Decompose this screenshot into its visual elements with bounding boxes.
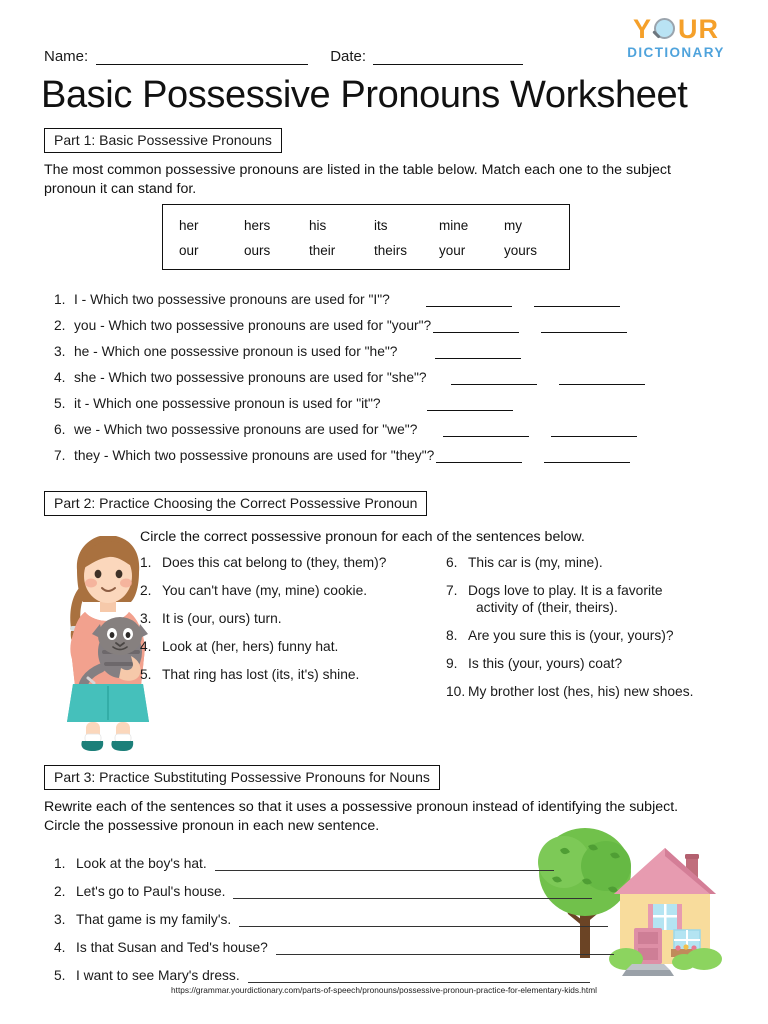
answer-blank[interactable] <box>427 396 513 411</box>
word-bank-row <box>163 238 569 263</box>
part-3-question <box>54 927 614 955</box>
answer-blanks <box>426 292 620 307</box>
answer-blank[interactable] <box>433 318 519 333</box>
part-3-question <box>54 899 614 927</box>
question-number: 7. <box>54 448 66 463</box>
answer-blanks <box>435 344 521 359</box>
word-bank-cell: ours <box>244 243 271 258</box>
question-number: 1. <box>54 856 66 871</box>
question-number: 5. <box>140 667 152 682</box>
part-3-question <box>54 843 614 871</box>
question-text[interactable]: This car is (my, mine). <box>468 555 603 570</box>
question-text: I want to see Mary's dress. <box>76 968 240 983</box>
question-number: 1. <box>140 555 152 570</box>
word-bank-cell: yours <box>504 243 538 258</box>
part-1-question <box>54 359 754 385</box>
question-text: you - Which two possessive pronouns are used for "your"? <box>74 318 432 333</box>
word-bank-cell: theirs <box>374 243 408 258</box>
word-bank-cell: his <box>309 218 327 233</box>
part-1-question-list <box>54 281 754 463</box>
logo-letters-ur: UR <box>678 14 719 44</box>
question-text[interactable]: Does this cat belong to (they, them)? <box>162 555 387 570</box>
question-text: they - Which two possessive pronouns are used for "they"? <box>74 448 435 463</box>
answer-blanks <box>436 448 630 463</box>
answer-blank[interactable] <box>559 370 645 385</box>
magnifying-glass-icon <box>653 18 677 42</box>
part-2-question <box>140 554 440 571</box>
question-text[interactable]: My brother lost (hes, his) new shoes. <box>468 684 694 699</box>
answer-blank[interactable] <box>248 969 590 983</box>
answer-blank[interactable] <box>239 913 608 927</box>
word-bank-cell: your <box>439 243 466 258</box>
logo-wordmark-dictionary: DICTIONARY <box>627 45 725 60</box>
question-text: Let's go to Paul's house. <box>76 884 226 899</box>
page-title: Basic Possessive Pronouns Worksheet <box>41 74 688 116</box>
part-1-question <box>54 307 754 333</box>
answer-blanks <box>433 318 627 333</box>
answer-blank[interactable] <box>541 318 627 333</box>
question-number: 2. <box>140 583 152 598</box>
question-text: it - Which one possessive pronoun is used for "it"? <box>74 396 381 411</box>
question-number: 3. <box>54 344 66 359</box>
answer-blank[interactable] <box>233 885 592 899</box>
part-2-heading: Part 2: Practice Choosing the Correct Possessive Pronoun <box>44 491 427 516</box>
question-number: 3. <box>54 912 66 927</box>
question-number: 5. <box>54 396 66 411</box>
question-number: 7. <box>446 583 458 598</box>
question-text[interactable]: Are you sure this is (your, yours)? <box>468 628 674 643</box>
part-2-question <box>140 582 440 599</box>
part-3-heading: Part 3: Practice Substituting Possessive Pronouns for Nouns <box>44 765 440 790</box>
part-2-question <box>446 655 746 672</box>
question-text[interactable]: It is (our, ours) turn. <box>162 611 282 626</box>
part-1-question <box>54 281 754 307</box>
part-1-heading: Part 1: Basic Possessive Pronouns <box>44 128 282 153</box>
question-number: 3. <box>140 611 152 626</box>
word-bank-cell: my <box>504 218 522 233</box>
part-2-question <box>446 554 746 571</box>
question-number: 6. <box>54 422 66 437</box>
name-label: Name: <box>44 48 89 65</box>
question-number: 2. <box>54 884 66 899</box>
part-3-instructions-line-1: Rewrite each of the sentences so that it uses a possessive pronoun instead of identifying the subject. <box>44 799 679 815</box>
question-number: 8. <box>446 628 458 643</box>
part-3-question-list <box>54 843 614 983</box>
part-1-question <box>54 411 754 437</box>
answer-blank[interactable] <box>215 857 554 871</box>
question-text[interactable]: That ring has lost (its, it's) shine. <box>162 667 360 682</box>
word-bank-cell: their <box>309 243 336 258</box>
logo-wordmark-your <box>612 16 740 43</box>
answer-blank[interactable] <box>426 292 512 307</box>
question-text: he - Which one possessive pronoun is used for "he"? <box>74 344 398 359</box>
question-text: we - Which two possessive pronouns are used for "we"? <box>74 422 418 437</box>
question-number: 5. <box>54 968 66 983</box>
part-3-question <box>54 955 614 983</box>
part-2-question <box>446 627 746 644</box>
part-1-question <box>54 333 754 359</box>
word-bank-cell: hers <box>244 218 271 233</box>
word-bank-cell: our <box>179 243 199 258</box>
answer-blanks <box>427 396 513 411</box>
part-1-question <box>54 437 754 463</box>
source-url: https://grammar.yourdictionary.com/parts-of-speech/pronouns/possessive-pronoun-practice-for-elementary-kids.html <box>171 985 597 995</box>
part-2-right-column <box>446 554 746 711</box>
name-date-row <box>44 48 684 65</box>
word-bank-row <box>163 213 569 238</box>
question-number: 1. <box>54 292 66 307</box>
question-number: 2. <box>54 318 66 333</box>
question-text: That game is my family's. <box>76 912 232 927</box>
answer-blank[interactable] <box>544 448 630 463</box>
question-text: Is that Susan and Ted's house? <box>76 940 268 955</box>
logo-letter-y: Y <box>632 14 652 44</box>
part-1-question <box>54 385 754 411</box>
question-number: 9. <box>446 656 458 671</box>
question-text[interactable]: You can't have (my, mine) cookie. <box>162 583 368 598</box>
part-2-left-column <box>140 554 440 694</box>
part-2-question <box>140 666 440 683</box>
question-text[interactable]: Is this (your, yours) coat? <box>468 656 623 671</box>
part-2-question <box>140 610 440 627</box>
part-2-instructions: Circle the correct possessive pronoun for each of the sentences below. <box>140 529 585 545</box>
question-number: 4. <box>54 940 66 955</box>
name-input-line[interactable] <box>96 51 308 65</box>
word-bank-cell: mine <box>439 218 469 233</box>
question-text-continued[interactable]: activity of (their, theirs). <box>476 600 618 615</box>
question-text: she - Which two possessive pronouns are used for "she"? <box>74 370 427 385</box>
word-bank-cell: its <box>374 218 388 233</box>
question-number: 4. <box>140 639 152 654</box>
question-text[interactable]: Look at (her, hers) funny hat. <box>162 639 339 654</box>
question-text: I - Which two possessive pronouns are used for "I"? <box>74 292 390 307</box>
part-2-question <box>446 582 746 616</box>
part-3-question <box>54 871 614 899</box>
question-number: 4. <box>54 370 66 385</box>
answer-blank[interactable] <box>436 448 522 463</box>
answer-blank[interactable] <box>276 941 614 955</box>
part-2-question <box>140 638 440 655</box>
answer-blank[interactable] <box>534 292 620 307</box>
word-bank <box>162 204 570 270</box>
answer-blanks <box>443 422 637 437</box>
answer-blank[interactable] <box>435 344 521 359</box>
answer-blanks <box>451 370 645 385</box>
word-bank-cell: her <box>179 218 199 233</box>
question-text[interactable]: Dogs love to play. It is a favorite <box>468 583 663 598</box>
answer-blank[interactable] <box>443 422 529 437</box>
question-text: Look at the boy's hat. <box>76 856 207 871</box>
part-2-question <box>446 683 746 700</box>
question-number: 6. <box>446 555 458 570</box>
answer-blank[interactable] <box>551 422 637 437</box>
question-number: 10. <box>446 684 466 699</box>
date-label: Date: <box>330 48 367 65</box>
date-input-line[interactable] <box>373 51 523 65</box>
part-3-instructions-line-2: Circle the possessive pronoun in each new sentence. <box>44 818 380 834</box>
answer-blank[interactable] <box>451 370 537 385</box>
part-1-instructions: The most common possessive pronouns are listed in the table below. Match each one to the subject pronoun it can stand for. <box>44 162 671 197</box>
